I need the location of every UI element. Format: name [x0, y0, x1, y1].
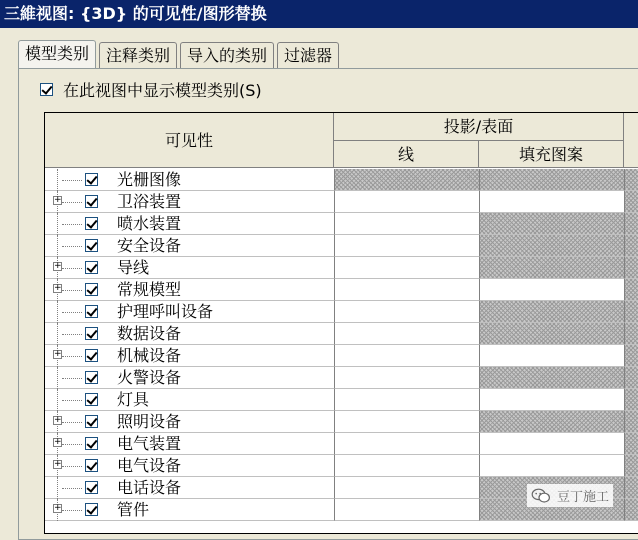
tree-line [57, 301, 58, 323]
category-label: 电话设备 [117, 478, 182, 497]
expand-icon[interactable]: + [54, 459, 62, 469]
header-projection-surface[interactable]: 投影/表面 [334, 113, 624, 141]
header-line[interactable]: 线 [334, 141, 479, 168]
visibility-checkbox[interactable] [85, 217, 98, 230]
category-label: 照明设备 [117, 412, 182, 431]
fill-pattern-override-cell[interactable] [479, 389, 624, 411]
visibility-checkbox[interactable] [85, 349, 98, 362]
visibility-grid [44, 112, 638, 534]
tab-filters[interactable]: 过滤器 [277, 42, 339, 69]
tree-line [62, 356, 82, 357]
fill-pattern-override-cell[interactable] [479, 455, 624, 477]
tab-model-categories[interactable]: 模型类别 [18, 40, 96, 69]
fill-pattern-override-cell[interactable] [479, 411, 624, 433]
tree-line [57, 169, 58, 191]
table-row[interactable] [45, 279, 638, 301]
more-override-cell[interactable] [624, 279, 638, 301]
more-override-cell[interactable] [624, 235, 638, 257]
tree-line [62, 180, 82, 181]
table-row[interactable] [45, 367, 638, 389]
more-override-cell[interactable] [624, 455, 638, 477]
category-label: 机械设备 [117, 346, 182, 365]
table-row[interactable] [45, 323, 638, 345]
category-label: 安全设备 [117, 236, 182, 255]
category-cell [45, 301, 334, 323]
more-override-cell[interactable] [624, 433, 638, 455]
expand-icon[interactable]: + [54, 415, 62, 425]
table-row[interactable] [45, 345, 638, 367]
fill-pattern-override-cell[interactable] [479, 323, 624, 345]
fill-pattern-override-cell[interactable] [479, 279, 624, 301]
tree-line [62, 224, 82, 225]
line-override-cell[interactable] [334, 301, 479, 323]
tree-line [57, 477, 58, 499]
tree-line [62, 466, 82, 467]
line-override-cell[interactable] [334, 389, 479, 411]
line-override-cell[interactable] [334, 433, 479, 455]
category-cell [45, 499, 334, 521]
tree-line [62, 290, 82, 291]
category-cell [45, 323, 334, 345]
category-label: 电气装置 [117, 434, 182, 453]
more-override-cell[interactable] [624, 499, 638, 521]
line-override-cell[interactable] [334, 235, 479, 257]
header-visibility[interactable]: 可见性 [45, 113, 334, 168]
fill-pattern-override-cell[interactable] [479, 235, 624, 257]
line-override-cell[interactable] [334, 499, 479, 521]
visibility-checkbox[interactable] [85, 239, 98, 252]
watermark-text: 豆丁施工 [557, 490, 610, 505]
category-cell [45, 345, 334, 367]
table-row[interactable] [45, 235, 638, 257]
tree-line [57, 367, 58, 389]
more-override-cell[interactable] [624, 323, 638, 345]
tree-line [62, 422, 82, 423]
category-label: 灯具 [117, 390, 150, 409]
tab-annotation-categories[interactable]: 注释类别 [99, 42, 177, 69]
visibility-checkbox[interactable] [85, 437, 98, 450]
category-label: 导线 [117, 258, 150, 277]
category-cell [45, 433, 334, 455]
header-more [624, 113, 638, 168]
category-label: 护理呼叫设备 [117, 302, 214, 321]
expand-icon[interactable]: + [54, 195, 62, 205]
more-override-cell[interactable] [624, 477, 638, 499]
show-model-categories-label: 在此视图中显示模型类别(S) [63, 80, 262, 100]
tree-line [57, 389, 58, 411]
tab-imported-categories[interactable]: 导入的类别 [180, 42, 274, 69]
table-row[interactable] [45, 213, 638, 235]
fill-pattern-override-cell[interactable] [479, 257, 624, 279]
category-cell [45, 235, 334, 257]
table-row[interactable] [45, 301, 638, 323]
category-cell [45, 389, 334, 411]
expand-icon[interactable]: + [54, 349, 62, 359]
visibility-checkbox[interactable] [85, 371, 98, 384]
category-cell [45, 455, 334, 477]
category-cell [45, 169, 334, 191]
tree-line [62, 444, 82, 445]
tree-line [62, 510, 82, 511]
category-cell [45, 411, 334, 433]
line-override-cell[interactable] [334, 191, 479, 213]
line-override-cell[interactable] [334, 169, 479, 191]
category-cell [45, 213, 334, 235]
show-model-categories-checkbox[interactable] [40, 83, 53, 96]
watermark [527, 484, 613, 507]
fill-pattern-override-cell[interactable] [479, 213, 624, 235]
tree-line [62, 488, 82, 489]
line-override-cell[interactable] [334, 411, 479, 433]
tree-line [62, 312, 82, 313]
table-row[interactable] [45, 389, 638, 411]
tree-line [62, 334, 82, 335]
tree-line [62, 378, 82, 379]
header-fill-pattern[interactable]: 填充图案 [479, 141, 624, 168]
more-override-cell[interactable] [624, 257, 638, 279]
more-override-cell[interactable] [624, 367, 638, 389]
expand-icon[interactable]: + [54, 503, 62, 513]
more-override-cell[interactable] [624, 213, 638, 235]
category-label: 火警设备 [117, 368, 182, 387]
line-override-cell[interactable] [334, 367, 479, 389]
visibility-checkbox[interactable] [85, 415, 98, 428]
fill-pattern-override-cell[interactable] [479, 367, 624, 389]
category-label: 数据设备 [117, 324, 182, 343]
category-label: 常规模型 [117, 280, 182, 299]
category-cell [45, 367, 334, 389]
fill-pattern-override-cell[interactable] [479, 301, 624, 323]
line-override-cell[interactable] [334, 323, 479, 345]
fill-pattern-override-cell[interactable] [479, 191, 624, 213]
visibility-checkbox[interactable] [85, 327, 98, 340]
category-cell [45, 477, 334, 499]
category-label: 光栅图像 [117, 170, 182, 189]
window-title: 三維视图: {3D} 的可见性/图形替换 [0, 0, 638, 28]
more-override-cell[interactable] [624, 389, 638, 411]
visibility-checkbox[interactable] [85, 283, 98, 296]
line-override-cell[interactable] [334, 455, 479, 477]
visibility-checkbox[interactable] [85, 459, 98, 472]
more-override-cell[interactable] [624, 169, 638, 191]
visibility-checkbox[interactable] [85, 261, 98, 274]
tree-line [62, 400, 82, 401]
tree-line [57, 323, 58, 345]
more-override-cell[interactable] [624, 191, 638, 213]
line-override-cell[interactable] [334, 477, 479, 499]
table-row[interactable] [45, 411, 638, 433]
tree-line [62, 246, 82, 247]
line-override-cell[interactable] [334, 257, 479, 279]
visibility-checkbox[interactable] [85, 173, 98, 186]
category-label: 电气设备 [117, 456, 182, 475]
table-row[interactable] [45, 455, 638, 477]
visibility-checkbox[interactable] [85, 481, 98, 494]
line-override-cell[interactable] [334, 213, 479, 235]
category-cell [45, 257, 334, 279]
expand-icon[interactable]: + [54, 437, 62, 447]
table-row[interactable] [45, 433, 638, 455]
tree-line [62, 268, 82, 269]
expand-icon[interactable]: + [54, 261, 62, 271]
category-label: 喷水装置 [117, 214, 182, 233]
line-override-cell[interactable] [334, 345, 479, 367]
tree-line [62, 202, 82, 203]
category-cell [45, 279, 334, 301]
show-model-categories-option[interactable] [40, 78, 262, 100]
fill-pattern-override-cell[interactable] [479, 433, 624, 455]
category-cell [45, 191, 334, 213]
more-override-cell[interactable] [624, 345, 638, 367]
more-override-cell[interactable] [624, 411, 638, 433]
fill-pattern-override-cell[interactable] [479, 169, 624, 191]
visibility-checkbox[interactable] [85, 503, 98, 516]
visibility-checkbox[interactable] [85, 305, 98, 318]
table-row[interactable] [45, 191, 638, 213]
category-label: 卫浴装置 [117, 192, 182, 211]
visibility-checkbox[interactable] [85, 393, 98, 406]
fill-pattern-override-cell[interactable] [479, 345, 624, 367]
tree-line [57, 213, 58, 235]
expand-icon[interactable]: + [54, 283, 62, 293]
table-row[interactable] [45, 257, 638, 279]
wechat-icon [531, 488, 551, 504]
more-override-cell[interactable] [624, 301, 638, 323]
line-override-cell[interactable] [334, 279, 479, 301]
category-label: 管件 [117, 500, 150, 519]
tree-line [57, 235, 58, 257]
tab-bar [18, 40, 342, 68]
table-row[interactable] [45, 169, 638, 191]
visibility-checkbox[interactable] [85, 195, 98, 208]
